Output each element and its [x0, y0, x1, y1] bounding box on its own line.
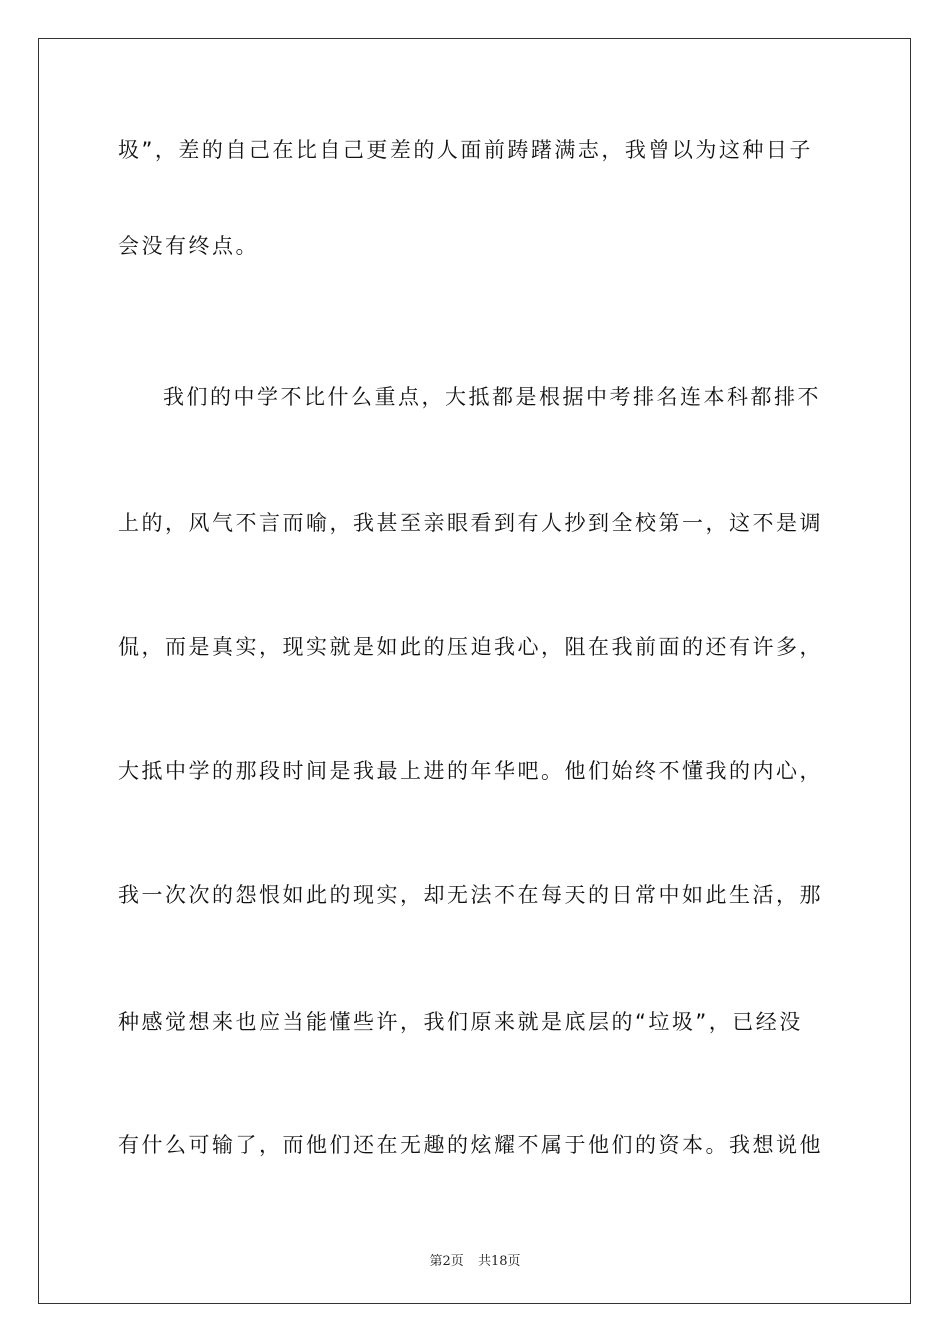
paragraph-start-line: 我们的中学不比什么重点，大抵都是根据中考排名连本科都排不 — [163, 385, 821, 409]
page-border — [38, 38, 911, 1304]
text-line: 我一次次的怨恨如此的现实，却无法不在每天的日常中如此生活，那 — [118, 883, 823, 907]
text-line: 上的，风气不言而喻，我甚至亲眼看到有人抄到全校第一，这不是调 — [118, 511, 823, 535]
text-line: 会没有终点。 — [118, 234, 259, 258]
page-number: 第2页 — [429, 1254, 464, 1269]
text-line: 有什么可输了，而他们还在无趣的炫耀不属于他们的资本。我想说他 — [118, 1133, 823, 1157]
text-line: 侃，而是真实，现实就是如此的压迫我心，阻在我前面的还有许多， — [118, 635, 823, 659]
text-line: 大抵中学的那段时间是我最上进的年华吧。他们始终不懂我的内心， — [118, 759, 823, 783]
text-line: 圾”，差的自己在比自己更差的人面前踌躇满志，我曾以为这种日子 — [118, 138, 813, 162]
text-line: 种感觉想来也应当能懂些许，我们原来就是底层的“垃圾”，已经没 — [118, 1010, 803, 1034]
page-footer — [0, 1250, 950, 1269]
total-pages: 共18页 — [477, 1254, 521, 1269]
